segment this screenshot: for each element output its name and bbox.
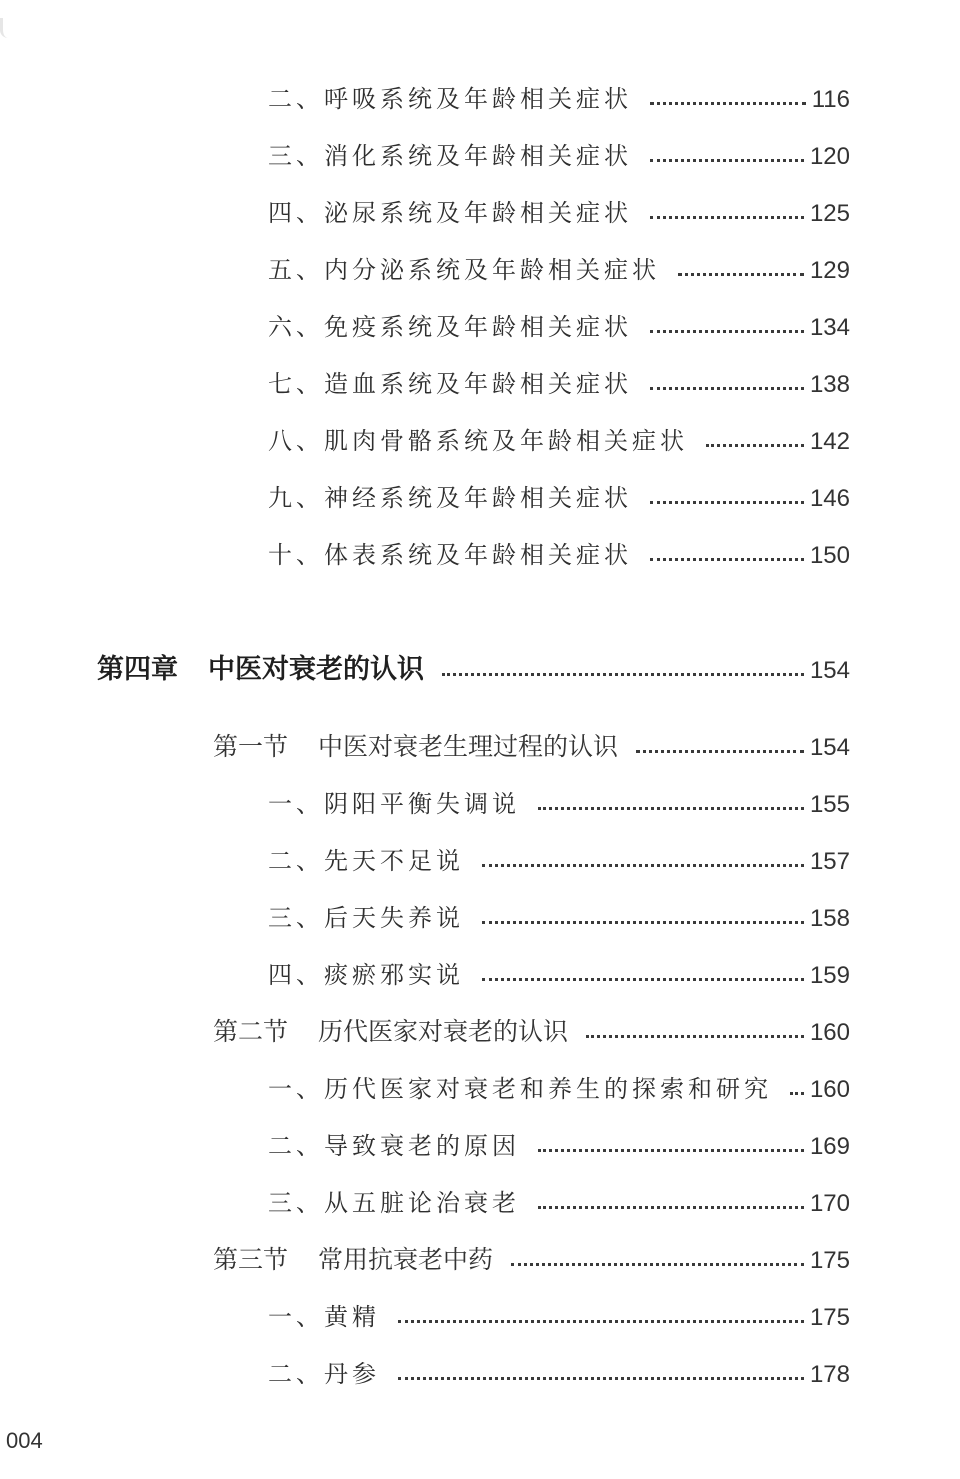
toc-entry[interactable] [268, 250, 850, 290]
toc-entry-page: 158 [809, 905, 850, 932]
toc-section-heading [213, 1240, 493, 1280]
toc-entry-label: 七、造血系统及年龄相关症状 [268, 370, 632, 398]
toc-entry-label: 一、黄精 [268, 1303, 380, 1331]
toc-entry-label: 二、丹参 [268, 1360, 380, 1388]
dot-leader [706, 444, 804, 447]
dot-leader [482, 921, 804, 924]
toc-entry[interactable] [268, 898, 850, 938]
toc-entry-page: 142 [809, 428, 850, 455]
chapter-number: 第四章 [97, 654, 178, 685]
dot-leader [650, 387, 804, 390]
toc-chapter[interactable] [97, 650, 850, 690]
toc-entry[interactable] [268, 79, 850, 119]
toc-entry[interactable] [268, 307, 850, 347]
dot-leader [586, 1035, 804, 1038]
toc-entry-label: 四、泌尿系统及年龄相关症状 [268, 199, 632, 227]
toc-entry[interactable] [268, 1297, 850, 1337]
toc-entry-label: 二、先天不足说 [268, 847, 464, 875]
dot-leader [482, 978, 804, 981]
dot-leader [650, 102, 806, 105]
dot-leader [538, 1206, 804, 1209]
dot-leader [636, 750, 804, 753]
toc-entry-page: 159 [809, 962, 850, 989]
toc-entry[interactable] [268, 1069, 850, 1109]
toc-entry-page: 146 [809, 485, 850, 512]
toc-entry-label: 三、后天失养说 [268, 904, 464, 932]
dot-leader [678, 273, 804, 276]
toc-entry[interactable] [268, 364, 850, 404]
toc-entry-label: 八、肌肉骨骼系统及年龄相关症状 [268, 427, 688, 455]
toc-entry-label: 五、内分泌系统及年龄相关症状 [268, 256, 660, 284]
dot-leader [398, 1320, 804, 1323]
toc-entry[interactable] [268, 136, 850, 176]
toc-entry-label: 三、消化系统及年龄相关症状 [268, 142, 632, 170]
dot-leader [650, 159, 804, 162]
toc-entry-page: 129 [809, 257, 850, 284]
toc-entry-page: 160 [809, 1019, 850, 1046]
dot-leader [442, 673, 804, 676]
section-number: 第一节 [213, 732, 289, 761]
toc-entry[interactable] [268, 841, 850, 881]
dot-leader [538, 1149, 804, 1152]
dot-leader [650, 501, 804, 504]
toc-section[interactable] [213, 1240, 850, 1280]
toc-entry-label: 一、历代医家对衰老和养生的探索和研究 [268, 1075, 772, 1103]
toc-chapter-heading [97, 650, 424, 690]
toc-entry-page: 169 [809, 1133, 850, 1160]
toc-entry[interactable] [268, 193, 850, 233]
toc-entry[interactable] [268, 1126, 850, 1166]
dot-leader [650, 216, 804, 219]
toc-entry-page: 175 [809, 1304, 850, 1331]
toc-entry-page: 160 [809, 1076, 850, 1103]
toc-entry[interactable] [268, 478, 850, 518]
toc-entry-page: 150 [809, 542, 850, 569]
toc-entry[interactable] [268, 421, 850, 461]
toc-entry[interactable] [268, 1183, 850, 1223]
toc-entry-label: 三、从五脏论治衰老 [268, 1189, 520, 1217]
toc-entry-page: 178 [809, 1361, 850, 1388]
toc-entry-page: 170 [809, 1190, 850, 1217]
toc-section[interactable] [213, 727, 850, 767]
dot-leader [790, 1092, 804, 1095]
toc-entry-page: 154 [809, 657, 850, 684]
dot-leader [511, 1263, 804, 1266]
footer-page-number: 004 [6, 1428, 43, 1453]
toc-entry-label: 一、阴阳平衡失调说 [268, 790, 520, 818]
toc-entry-label: 二、呼吸系统及年龄相关症状 [268, 85, 632, 113]
toc-entry-page: 157 [809, 848, 850, 875]
toc-entry[interactable] [268, 955, 850, 995]
toc-entry-page: 120 [809, 143, 850, 170]
toc-entry-page: 125 [809, 200, 850, 227]
chapter-title: 中医对衰老的认识 [208, 654, 424, 685]
toc-entry-page: 155 [809, 791, 850, 818]
section-title: 历代医家对衰老的认识 [318, 1017, 569, 1046]
toc-section-heading [213, 727, 618, 767]
dot-leader [650, 330, 804, 333]
dot-leader [482, 864, 804, 867]
section-title: 常用抗衰老中药 [318, 1245, 494, 1274]
toc-entry-label: 四、痰瘀邪实说 [268, 961, 464, 989]
toc-entry-label: 九、神经系统及年龄相关症状 [268, 484, 632, 512]
corner-mark [0, 18, 11, 38]
dot-leader [398, 1377, 804, 1380]
toc-entry-page: 175 [809, 1247, 850, 1274]
toc-entry-label: 十、体表系统及年龄相关症状 [268, 541, 632, 569]
section-number: 第三节 [213, 1245, 289, 1274]
toc-entry[interactable] [268, 784, 850, 824]
toc-entry-page: 138 [809, 371, 850, 398]
toc-entry-page: 154 [809, 734, 850, 761]
toc-section-heading [213, 1012, 568, 1052]
section-title: 中医对衰老生理过程的认识 [318, 732, 619, 761]
toc-entry-page: 134 [809, 314, 850, 341]
toc-entry[interactable] [268, 1354, 850, 1394]
toc-entry-label: 二、导致衰老的原因 [268, 1132, 520, 1160]
toc-entry[interactable] [268, 535, 850, 575]
section-number: 第二节 [213, 1017, 289, 1046]
toc-section[interactable] [213, 1012, 850, 1052]
toc-entry-label: 六、免疫系统及年龄相关症状 [268, 313, 632, 341]
dot-leader [538, 807, 804, 810]
dot-leader [650, 558, 804, 561]
toc-entry-page: 116 [811, 86, 850, 113]
